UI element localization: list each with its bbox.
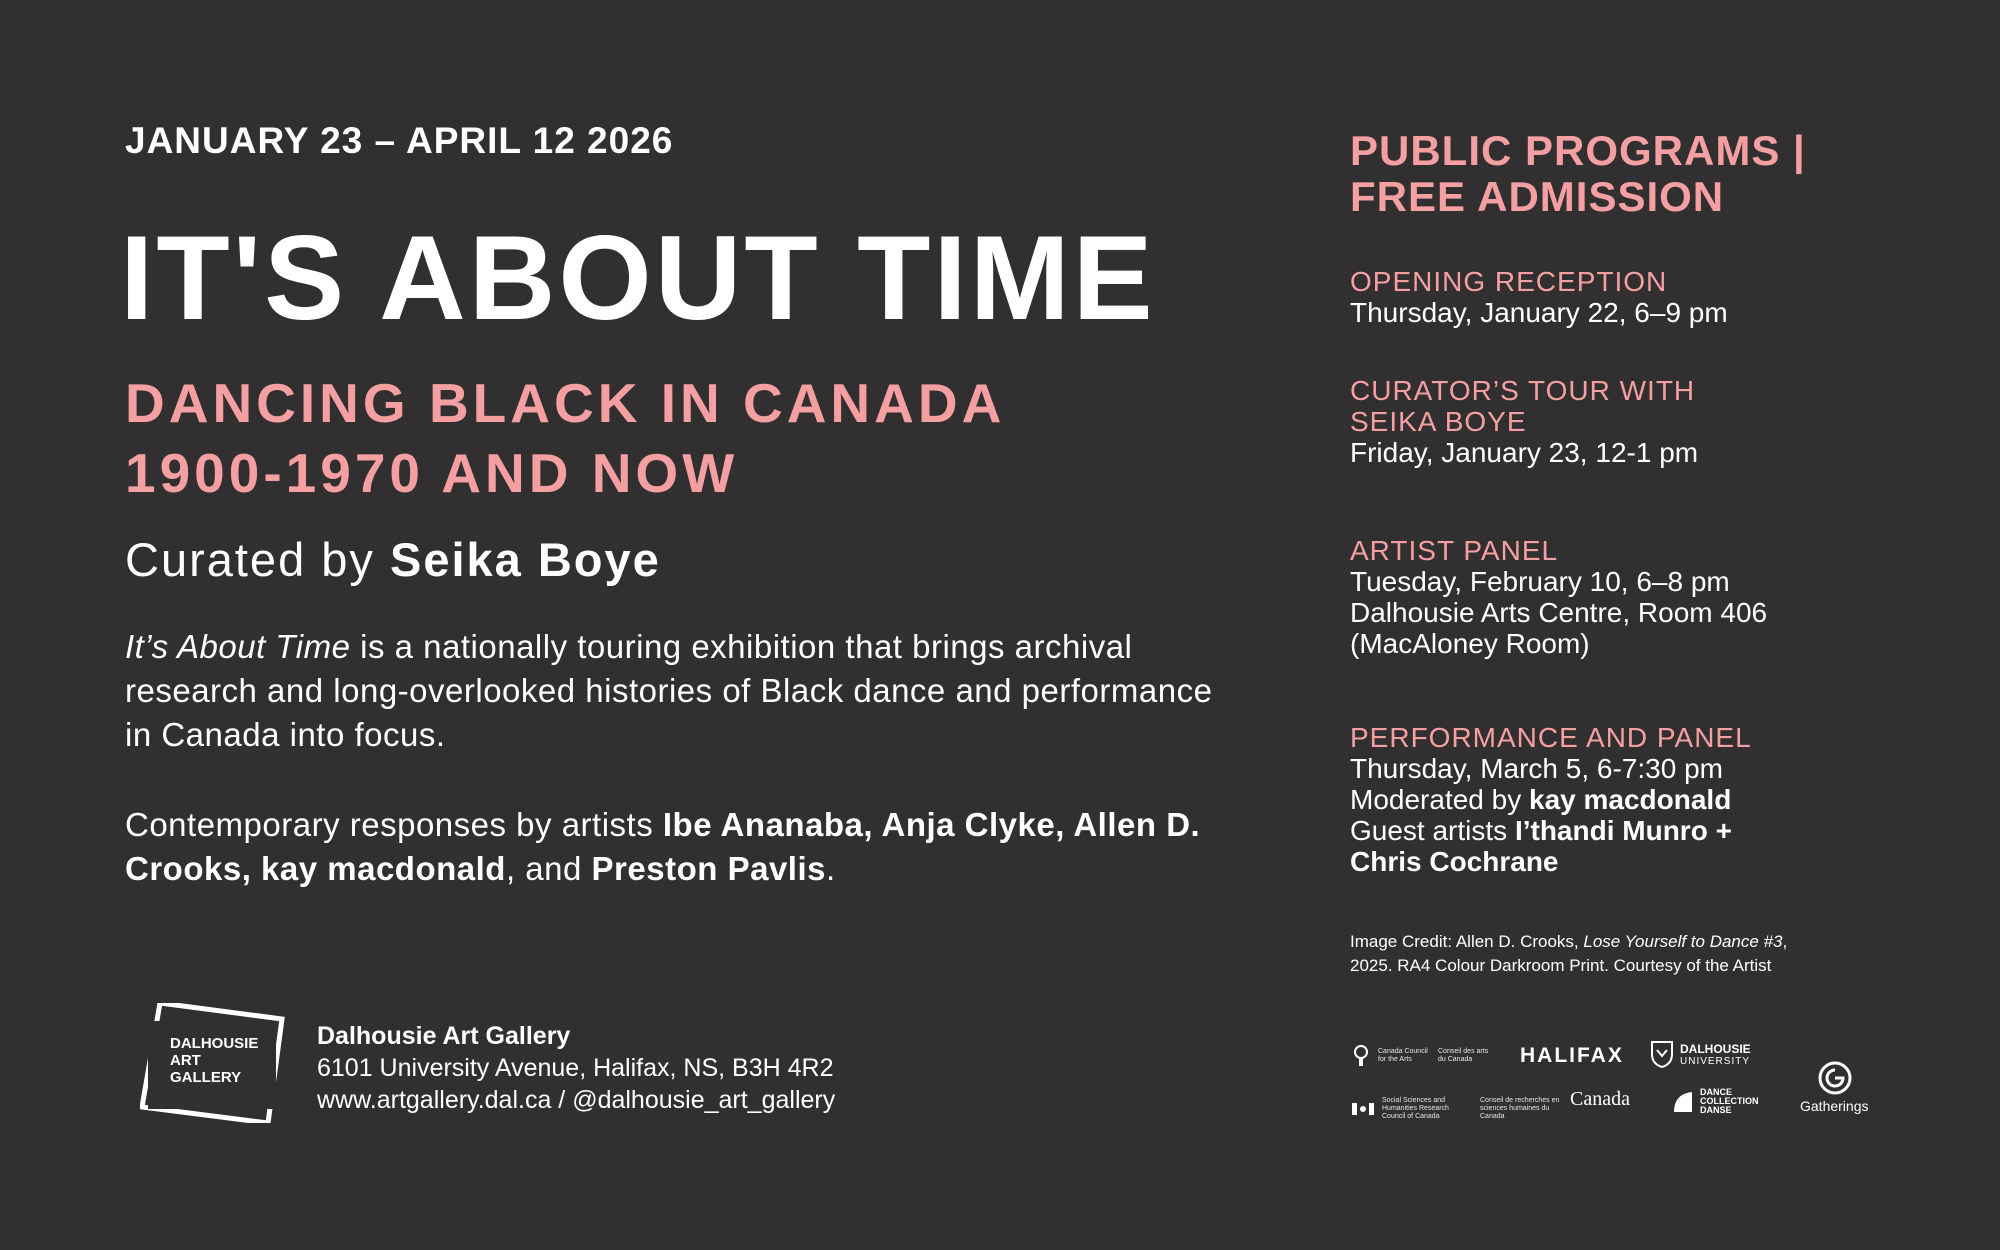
event-where-line-2: (MacAloney Room) bbox=[1350, 628, 1590, 659]
event-opening-reception bbox=[1350, 266, 1910, 328]
intro-paragraph bbox=[125, 625, 1225, 757]
credit-comma: , bbox=[1782, 932, 1788, 951]
event-title: OPENING RECEPTION bbox=[1350, 266, 1668, 297]
artists-joiner: , and bbox=[505, 850, 592, 887]
event-curators-tour bbox=[1350, 375, 1910, 468]
gallery-address: 6101 University Avenue, Halifax, NS, B3H 4R2 bbox=[317, 1054, 834, 1082]
credit-line-2: 2025. RA4 Colour Darkroom Print. Courtesy of the Artist bbox=[1350, 956, 1772, 975]
credit-line-1 bbox=[1350, 930, 1910, 954]
event-title: ARTIST PANEL bbox=[1350, 535, 1559, 566]
event-guests-line-2 bbox=[1350, 846, 1910, 877]
dalhousie-shield-icon bbox=[1650, 1040, 1674, 1068]
event-when: Thursday, March 5, 6-7:30 pm bbox=[1350, 753, 1723, 784]
logo-word-1: DALHOUSIE bbox=[170, 1035, 259, 1052]
dalhousie-name: DALHOUSIE bbox=[1680, 1041, 1751, 1056]
logo-word-2: ART bbox=[170, 1052, 201, 1069]
canada-flag-icon bbox=[1352, 1103, 1374, 1115]
canada-council-logo bbox=[1350, 1044, 1492, 1068]
guest-prefix: Guest artists bbox=[1350, 815, 1515, 846]
dalhousie-sub: UNIVERSITY bbox=[1680, 1055, 1751, 1067]
canada-council-icon bbox=[1350, 1044, 1372, 1068]
gallery-name: Dalhousie Art Gallery bbox=[317, 1022, 571, 1050]
curator-credit bbox=[125, 532, 661, 587]
curator-name: Seika Boye bbox=[389, 533, 661, 586]
exhibition-subtitle bbox=[125, 368, 1005, 508]
gatherings-icon bbox=[1812, 1060, 1858, 1096]
sshrc-fr: Conseil de recherches en sciences humaines du Canada bbox=[1480, 1097, 1560, 1120]
dance-collection-danse-logo bbox=[1672, 1088, 1770, 1115]
intro-text: is a nationally touring exhibition that brings archival research and long-overlooked histories of Black dance and performance in Canada into focus. bbox=[125, 628, 1213, 753]
artist-last: Preston Pavlis bbox=[591, 850, 826, 887]
artists-end: . bbox=[826, 850, 836, 887]
credit-prefix: Image Credit: Allen D. Crooks, bbox=[1350, 932, 1584, 951]
programs-heading-line-1: PUBLIC PROGRAMS | bbox=[1350, 127, 1806, 174]
artists-prefix: Contemporary responses by artists bbox=[125, 806, 663, 843]
image-credit bbox=[1350, 930, 1910, 978]
event-title-line-1: CURATOR’S TOUR WITH bbox=[1350, 375, 1696, 406]
programs-heading-line-2: FREE ADMISSION bbox=[1350, 173, 1725, 220]
event-performance-panel bbox=[1350, 722, 1910, 877]
logo-word-3: GALLERY bbox=[170, 1069, 242, 1086]
public-programs-heading bbox=[1350, 128, 1910, 220]
credit-work: Lose Yourself to Dance #3 bbox=[1583, 932, 1783, 951]
date-range: JANUARY 23 – APRIL 12 2026 bbox=[125, 120, 674, 161]
event-when: Thursday, January 22, 6–9 pm bbox=[1350, 297, 1728, 328]
intro-title: It’s About Time bbox=[125, 628, 351, 665]
dalhousie-art-gallery-logo bbox=[140, 1003, 290, 1123]
artists-paragraph bbox=[125, 803, 1225, 891]
event-when: Tuesday, February 10, 6–8 pm bbox=[1350, 566, 1730, 597]
subtitle-line-2: 1900-1970 AND NOW bbox=[125, 442, 739, 504]
gallery-web-link[interactable]: www.artgallery.dal.ca / @dalhousie_art_gallery bbox=[317, 1086, 836, 1114]
moderated-prefix: Moderated by bbox=[1350, 784, 1529, 815]
event-where-line-1: Dalhousie Arts Centre, Room 406 bbox=[1350, 597, 1768, 628]
event-title: PERFORMANCE AND PANEL bbox=[1350, 722, 1752, 753]
dance-collection-text: DANCE COLLECTION DANSE bbox=[1700, 1087, 1759, 1115]
curated-prefix: Curated by bbox=[125, 533, 390, 586]
halifax-logo: HALIFAX bbox=[1520, 1044, 1624, 1067]
gatherings-label: Gatherings bbox=[1800, 1098, 1869, 1114]
moderator-name: kay macdonald bbox=[1529, 784, 1732, 815]
event-guests bbox=[1350, 815, 1910, 846]
canada-wordmark: Canada bbox=[1570, 1088, 1630, 1110]
event-when: Friday, January 23, 12-1 pm bbox=[1350, 437, 1699, 468]
sshrc-logo bbox=[1352, 1097, 1570, 1121]
exhibition-title: IT'S ABOUT TIME bbox=[120, 211, 1156, 345]
dalhousie-university-logo bbox=[1650, 1040, 1751, 1068]
guests-line-1: I’thandi Munro + bbox=[1514, 815, 1732, 846]
dance-collection-icon bbox=[1672, 1090, 1694, 1114]
canada-council-fr: Conseil des arts du Canada bbox=[1438, 1048, 1489, 1063]
artists-list: Ibe Ananaba, Anja Clyke, Allen D. Crooks, kay macdonald bbox=[125, 806, 1201, 887]
event-moderator bbox=[1350, 784, 1910, 815]
sshrc-en: Social Sciences and Humanities Research Council of Canada bbox=[1382, 1097, 1449, 1120]
subtitle-line-1: DANCING BLACK IN CANADA bbox=[125, 372, 1006, 434]
event-title-line-2: SEIKA BOYE bbox=[1350, 406, 1527, 437]
event-artist-panel bbox=[1350, 535, 1910, 659]
canada-council-en: Canada Council for the Arts bbox=[1378, 1048, 1428, 1063]
guests-line-2: Chris Cochrane bbox=[1350, 846, 1559, 877]
